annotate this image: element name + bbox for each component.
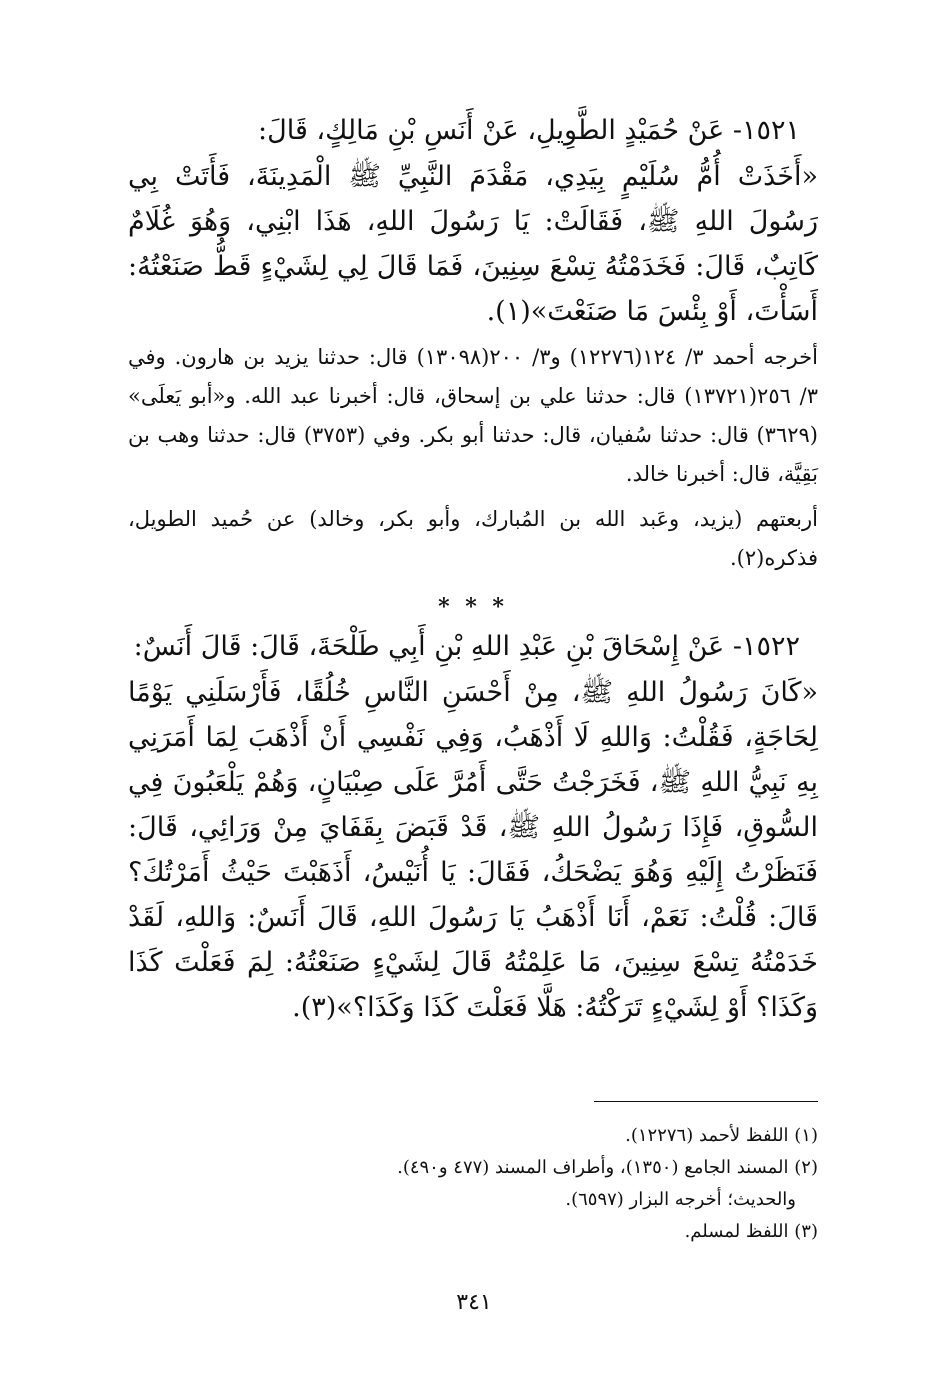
footnote-2: (٢) المسند الجامع (١٣٥٠)، وأطراف المسند (٤٧٧ و٤٩٠). xyxy=(397,1157,818,1178)
footnotes xyxy=(258,1120,818,1248)
footnote-1: (١) اللفظ لأحمد (١٢٢٧٦). xyxy=(625,1125,818,1146)
footnote-3: (٣) اللفظ لمسلم. xyxy=(684,1221,818,1242)
hadith-1521-heading: ١٥٢١- عَنْ حُمَيْدٍ الطَّوِيلِ، عَنْ أَنَسِ بْنِ مَالِكٍ، قَالَ: xyxy=(258,115,800,146)
hadith-1522-text: «كَانَ رَسُولُ اللهِ ﷺ، مِنْ أَحْسَنِ النَّاسِ خُلُقًا، فَأَرْسَلَنِي يَوْمًا لِحَاجَةٍ، فَقُلْتُ: وَاللهِ لَا أَذْهَبُ، وَفِي نَفْسِي أَنْ أَذْهَبَ لِمَا أَمَرَنِي بِهِ نَبِيُّ اللهِ ﷺ، فَخَرَجْتُ حَتَّى أَمُرَّ عَلَى صِبْيَانٍ، وَهُمْ يَلْعَبُونَ فِي السُّوقِ، فَإِذَا رَسُولُ اللهِ ﷺ، قَدْ قَبَضَ بِقَفَايَ مِنْ وَرَائِي، قَالَ: فَنَظَرْتُ إِلَيْهِ وَهُوَ يَضْحَكُ، فَقَالَ: يَا أُنَيْسُ، أَذَهَبْتَ حَيْثُ أَمَرْتُكَ؟ قَالَ: قُلْتُ: نَعَمْ، أَنَا أَذْهَبُ يَا رَسُولَ اللهِ، قَالَ أَنَسٌ: وَاللهِ، لَقَدْ خَدَمْتُهُ تِسْعَ سِنِينَ، مَا عَلِمْتُهُ قَالَ لِشَيْءٍ صَنَعْتُهُ: لِمَ فَعَلْتَ كَذَا وَكَذَا؟ أَوْ لِشَيْءٍ تَرَكْتُهُ: هَلَّا فَعَلْتَ كَذَا وَكَذَا؟»(٣). xyxy=(128,677,818,1023)
hadith-1521-takhrij: أخرجه أحمد ٣/ ١٢٤(١٢٢٧٦) و٣/ ٢٠٠(١٣٠٩٨) قال: حدثنا يزيد بن هارون. وفي ٣/ ٢٥٦(١٣٧٢١) قال: حدثنا علي بن إسحاق، قال: أخبرنا عبد الله. و«أبو يَعلَى» (٣٦٢٩) قال: حدثنا سُفيان، قال: حدثنا أبو بكر. وفي (٣٧٥٣) قال: حدثنا وهب بن بَقِيَّة، قال: أخبرنا خالد. xyxy=(128,345,818,486)
section-separator: * * * xyxy=(438,594,508,620)
hadith-1521-summary: أربعتهم (يزيد، وعَبد الله بن المُبارك، وأبو بكر، وخالد) عن حُميد الطويل، فذكره(٢). xyxy=(128,507,818,570)
hadith-1521-text: «أَخَذَتْ أُمُّ سُلَيْمٍ بِيَدِي، مَقْدَمَ النَّبِيِّ ﷺ الْمَدِينَةَ، فَأَتَتْ بِي رَسُولَ اللهِ ﷺ، فَقَالَتْ: يَا رَسُولَ اللهِ، هَذَا ابْنِي، وَهُوَ غُلَامٌ كَاتِبٌ، قَالَ: فَخَدَمْتُهُ تِسْعَ سِنِينَ، فَمَا قَالَ لِي لِشَيْءٍ قَطُّ صَنَعْتُهُ: أَسَأْتَ، أَوْ بِئْسَ مَا صَنَعْتَ»(١). xyxy=(128,161,818,327)
page-number: ٣٤١ xyxy=(456,1290,492,1315)
footnote-2-continued: والحديث؛ أخرجه البزار (٦٥٩٧). xyxy=(565,1189,796,1210)
hadith-1522-heading: ١٥٢٢- عَنْ إِسْحَاقَ بْنِ عَبْدِ اللهِ بْنِ أَبِي طَلْحَةَ، قَالَ: قَالَ أَنَسٌ: xyxy=(133,631,800,662)
footnote-divider xyxy=(594,1101,818,1102)
page-body xyxy=(128,108,818,1030)
